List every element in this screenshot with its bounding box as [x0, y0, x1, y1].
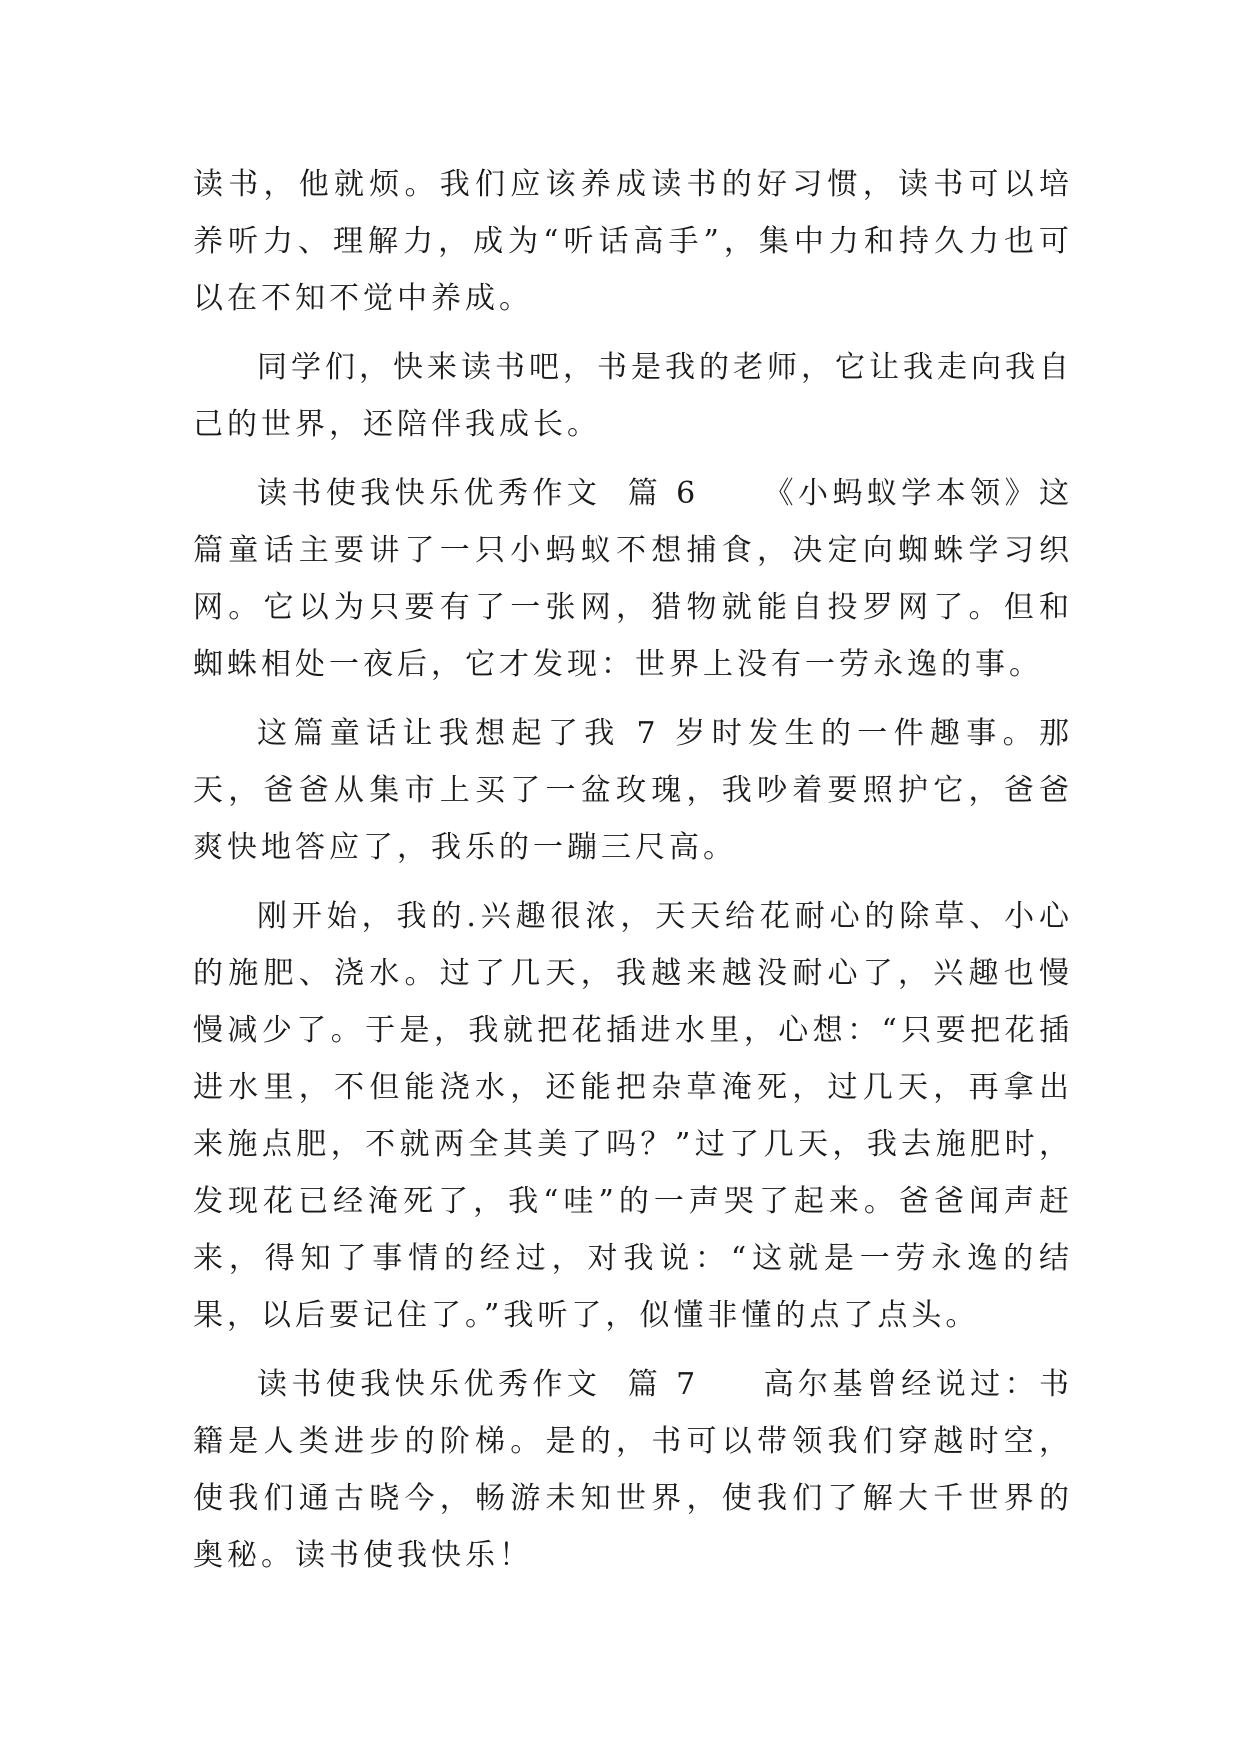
paragraph-text: 《小蚂蚁学本领》这篇童话主要讲了一只小蚂蚁不想捕食，决定向蜘蛛学习织网。它以为只要有了一张网，猎物就能自投罗网了。但和蜘蛛相处一夜后，它才发现：世界上没有一劳永逸的事。 — [193, 476, 1074, 682]
paragraph-text: 高尔基曾经说过：书籍是人类进步的阶梯。是的，书可以带领我们穿越时空，使我们通古晓今，畅游未知世界，使我们了解大千世界的奥秘。读书使我快乐！ — [193, 1367, 1074, 1573]
paragraph-3 — [193, 465, 1073, 693]
essay-heading: 读书使我快乐优秀作文 — [257, 476, 602, 511]
paragraph-2: 同学们，快来读书吧，书是我的老师，它让我走向我自己的世界，还陪伴我成长。 — [193, 350, 1073, 442]
paragraph-5: 刚开始，我的.兴趣很浓，天天给花耐心的除草、小心的施肥、浇水。过了几天，我越来越没耐心了，兴趣也慢慢减少了。于是，我就把花插进水里，心想：“只要把花插进水里，不但能浇水，还能把杂草淹死，过几天，再拿出来施点肥，不就两全其美了吗？”过了几天，我去施肥时，发现花已经淹死了，我“哇”的一声哭了起来。爸爸闻声赶来，得知了事情的经过，对我说：“这就是一劳永逸的结果，以后要记住了。”我听了，似懂非懂的点了点头。 — [193, 899, 1073, 1333]
paragraph-1: 读书，他就烦。我们应该养成读书的好习惯，读书可以培养听力、理解力，成为“听话高手”，集中力和持久力也可以在不知不觉中养成。 — [193, 167, 1073, 316]
section-number: 篇 7 — [627, 1367, 700, 1402]
paragraph-4: 这篇童话让我想起了我 7 岁时发生的一件趣事。那天，爸爸从集市上买了一盆玫瑰，我吵着要照护它，爸爸爽快地答应了，我乐的一蹦三尺高。 — [193, 716, 1073, 865]
essay-heading: 读书使我快乐优秀作文 — [257, 1367, 602, 1402]
section-number: 篇 6 — [627, 476, 700, 511]
document-body — [193, 156, 1073, 1596]
paragraph-6 — [193, 1356, 1073, 1584]
